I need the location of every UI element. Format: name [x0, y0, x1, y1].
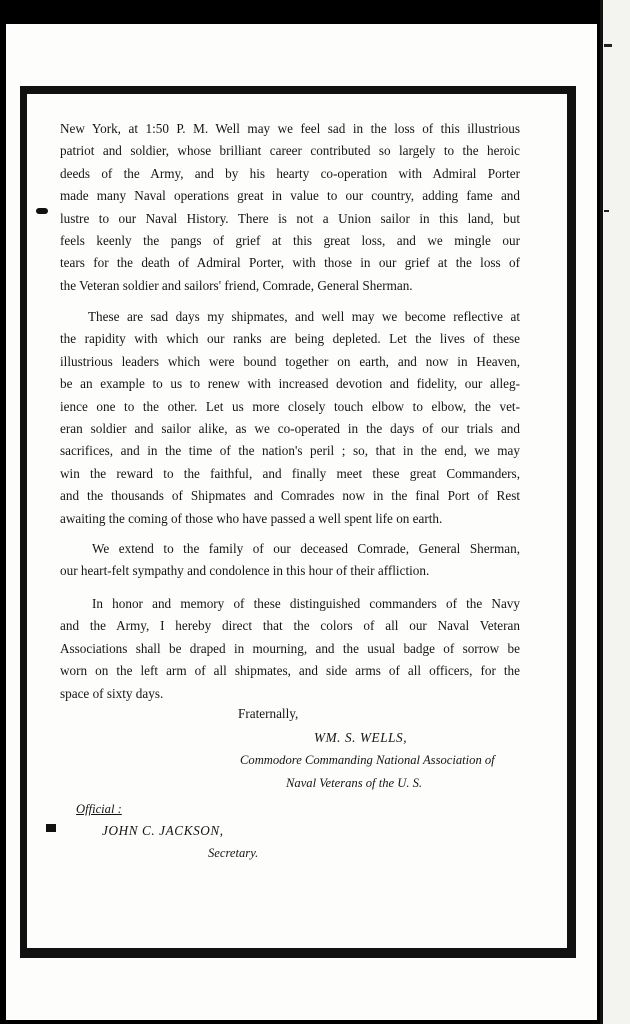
text-line: lustre to our Naval History. There is not a Union sailor in this land, but [60, 210, 520, 226]
text-line: awaiting the coming of those who have passed a well spent life on earth. [60, 510, 443, 526]
paragraph-1 [60, 118, 520, 297]
text-line: the Veteran soldier and sailors' friend, Comrade, General Sherman. [60, 277, 413, 293]
text-line: tears for the death of Admiral Porter, with those in our grief at the loss of [60, 255, 520, 271]
margin-bullet-mark [46, 824, 56, 832]
margin-bullet-mark [36, 208, 48, 214]
text-line: the rapidity with which our ranks are being depleted. Let the lives of these [60, 331, 520, 347]
scan-tick-mark [604, 210, 609, 212]
official-label: Official : [76, 802, 122, 816]
scan-edge-shadow [600, 0, 603, 1024]
text-line: illustrious leaders which were bound together on earth, and now in Heaven, [60, 353, 520, 369]
signatory-title-line-2: Naval Veterans of the U. S. [286, 776, 423, 790]
secretary-name: JOHN C. JACKSON, [102, 823, 224, 838]
text-line: We extend to the family of our deceased Comrade, General Sherman, [92, 541, 520, 556]
text-line: feels keenly the pangs of grief at this great loss, and we mingle our [60, 233, 520, 249]
text-line: made many Naval operations great in value to our country, adding fame and [60, 188, 520, 204]
text-line: and the Army, I hereby direct that the colors of all our Naval Veteran [60, 618, 520, 634]
paragraph-3 [60, 538, 520, 583]
text-line: be an example to us to renew with increased devotion and fidelity, our alleg- [60, 376, 520, 392]
text-line: Associations shall be draped in mourning, and the usual badge of sorrow be [60, 640, 520, 656]
text-line: and the thousands of Shipmates and Comrades now in the final Port of Rest [60, 488, 520, 504]
text-line: ience one to the other. Let us more closely touch elbow to elbow, the vet- [60, 398, 520, 414]
text-line: sacrifices, and in the time of the nation's peril ; so, that in the end, we may [60, 443, 520, 459]
text-line: eran soldier and sailor alike, as we co-operated in the days of our trials and [60, 421, 520, 437]
paragraph-4 [60, 593, 520, 705]
scan-margin-strip [600, 0, 630, 1024]
scan-tick-mark [604, 44, 612, 47]
closing-salutation: Fraternally, [238, 706, 299, 721]
text-line: These are sad days my shipmates, and well may we become reflective at [88, 309, 520, 324]
text-line: New York, at 1:50 P. M. Well may we feel sad in the loss of this illustrious [60, 121, 520, 136]
text-line: win the reward to the faithful, and finally meet these great Commanders, [60, 465, 520, 481]
text-line: patriot and soldier, whose brilliant career contributed so largely to the heroic [60, 143, 520, 159]
secretary-title: Secretary. [208, 846, 259, 860]
text-line: our heart-felt sympathy and condolence in this hour of their affliction. [60, 563, 430, 579]
paragraph-2 [60, 306, 520, 530]
text-line: deeds of the Army, and by his hearty co-operation with Admiral Porter [60, 165, 520, 181]
text-line: In honor and memory of these distinguished commanders of the Navy [92, 596, 520, 611]
signatory-title-line-1: Commodore Commanding National Association of [240, 753, 495, 767]
signatory-name: WM. S. WELLS, [314, 730, 408, 745]
text-line: space of sixty days. [60, 685, 164, 701]
text-line: worn on the left arm of all shipmates, and side arms of all officers, for the [60, 663, 520, 679]
